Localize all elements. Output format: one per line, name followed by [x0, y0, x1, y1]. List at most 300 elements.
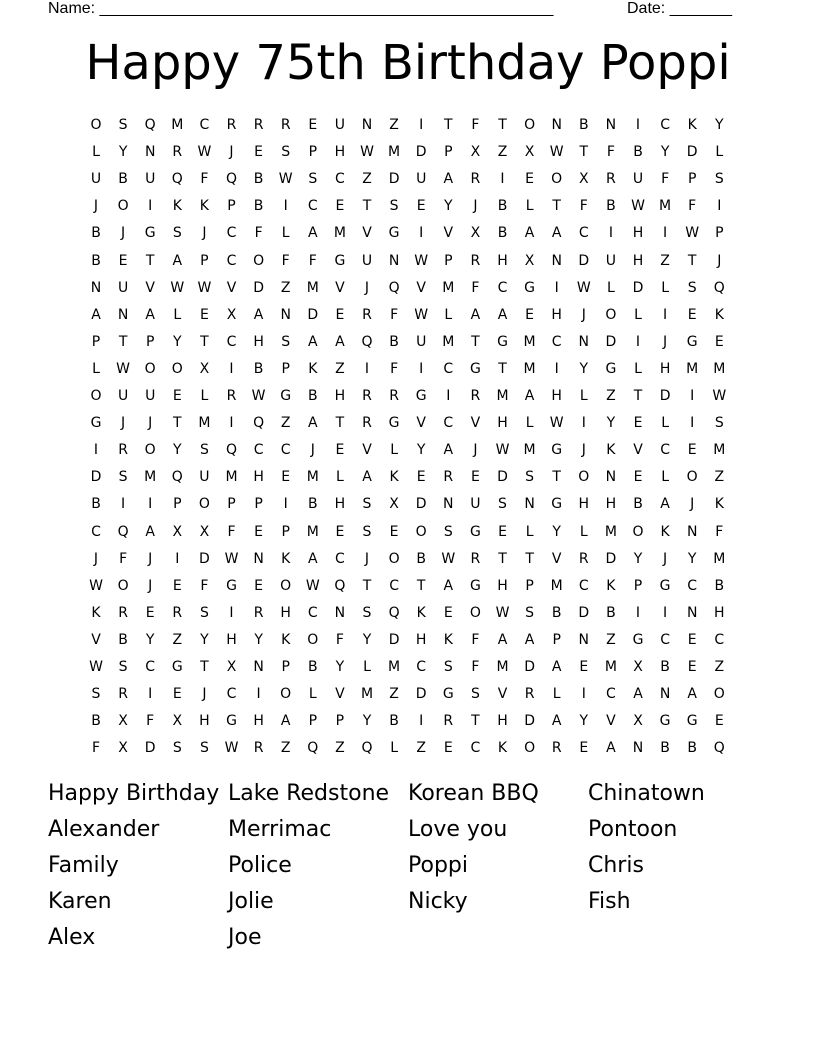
grid-letter[interactable]: G: [415, 388, 427, 404]
grid-letter[interactable]: H: [199, 713, 210, 730]
grid-letter[interactable]: L: [579, 388, 588, 404]
grid-letter[interactable]: X: [470, 144, 481, 161]
grid-letter[interactable]: N: [388, 252, 400, 269]
grid-letter[interactable]: A: [633, 686, 643, 703]
grid-letter[interactable]: U: [361, 252, 373, 269]
grid-letter[interactable]: D: [199, 550, 210, 567]
grid-letter[interactable]: S: [118, 659, 128, 675]
grid-letter[interactable]: D: [524, 713, 535, 730]
grid-letter[interactable]: A: [308, 225, 318, 242]
grid-letter[interactable]: A: [145, 306, 155, 323]
grid-letter[interactable]: N: [144, 144, 156, 161]
grid-letter[interactable]: I: [635, 604, 641, 621]
grid-letter[interactable]: O: [469, 604, 481, 621]
grid-letter[interactable]: F: [661, 171, 670, 188]
grid-letter[interactable]: Q: [225, 171, 238, 188]
grid-letter[interactable]: V: [416, 279, 426, 296]
grid-letter[interactable]: R: [362, 306, 372, 323]
grid-letter[interactable]: Z: [280, 415, 291, 432]
grid-letter[interactable]: O: [713, 686, 725, 703]
grid-letter[interactable]: D: [307, 306, 319, 323]
grid-letter[interactable]: T: [200, 659, 209, 675]
grid-letter[interactable]: A: [551, 225, 562, 242]
grid-letter[interactable]: Q: [713, 740, 725, 757]
grid-letter[interactable]: U: [632, 171, 644, 188]
grid-letter[interactable]: R: [470, 550, 481, 567]
grid-letter[interactable]: H: [497, 415, 508, 432]
grid-letter[interactable]: I: [256, 686, 261, 703]
grid-letter[interactable]: D: [524, 659, 535, 675]
grid-letter[interactable]: F: [308, 252, 317, 269]
grid-letter[interactable]: J: [364, 550, 370, 567]
grid-letter[interactable]: V: [335, 279, 345, 296]
grid-letter[interactable]: G: [524, 279, 536, 296]
grid-letter[interactable]: I: [446, 388, 451, 404]
grid-letter[interactable]: W: [170, 279, 185, 296]
grid-letter[interactable]: T: [498, 117, 507, 133]
grid-letter[interactable]: B: [253, 360, 264, 377]
grid-letter[interactable]: U: [117, 279, 129, 296]
grid-letter[interactable]: R: [253, 117, 264, 133]
grid-letter[interactable]: L: [525, 523, 534, 540]
grid-letter[interactable]: M: [604, 523, 617, 540]
date-field[interactable]: Date: _______: [627, 0, 732, 17]
grid-letter[interactable]: S: [281, 333, 291, 350]
grid-letter[interactable]: O: [524, 740, 536, 757]
grid-letter[interactable]: U: [145, 171, 156, 188]
grid-letter[interactable]: X: [470, 225, 481, 242]
grid-letter[interactable]: J: [148, 550, 153, 567]
grid-letter[interactable]: H: [280, 604, 291, 621]
grid-letter[interactable]: H: [226, 631, 237, 648]
grid-letter[interactable]: R: [389, 388, 399, 404]
grid-letter[interactable]: F: [119, 550, 128, 567]
grid-letter[interactable]: X: [579, 171, 589, 188]
grid-letter[interactable]: L: [525, 198, 534, 215]
grid-letter[interactable]: V: [497, 686, 508, 703]
grid-letter[interactable]: S: [389, 198, 399, 215]
grid-letter[interactable]: D: [605, 550, 617, 567]
grid-letter[interactable]: R: [362, 388, 372, 404]
grid-letter[interactable]: S: [308, 171, 318, 188]
grid-letter[interactable]: O: [117, 198, 129, 215]
grid-letter[interactable]: O: [117, 577, 129, 594]
grid-letter[interactable]: M: [442, 333, 455, 350]
grid-letter[interactable]: A: [280, 713, 291, 730]
grid-letter[interactable]: E: [525, 171, 535, 188]
grid-letter[interactable]: W: [89, 659, 103, 675]
grid-letter[interactable]: J: [121, 225, 126, 242]
grid-letter[interactable]: X: [389, 496, 399, 513]
grid-letter[interactable]: E: [687, 631, 697, 648]
grid-letter[interactable]: R: [226, 117, 237, 133]
grid-letter[interactable]: B: [307, 496, 318, 513]
grid-letter[interactable]: U: [605, 252, 617, 269]
grid-letter[interactable]: X: [633, 659, 643, 675]
grid-letter[interactable]: C: [687, 577, 698, 594]
grid-letter[interactable]: F: [688, 198, 697, 215]
grid-letter[interactable]: I: [581, 686, 586, 703]
grid-letter[interactable]: P: [281, 523, 290, 540]
grid-letter[interactable]: Q: [361, 333, 373, 350]
grid-letter[interactable]: R: [362, 415, 372, 432]
grid-letter[interactable]: P: [227, 496, 236, 513]
grid-letter[interactable]: P: [308, 144, 318, 161]
grid-letter[interactable]: L: [335, 469, 344, 486]
grid-letter[interactable]: F: [146, 713, 155, 730]
grid-letter[interactable]: H: [551, 306, 562, 323]
grid-letter[interactable]: B: [660, 659, 670, 675]
grid-letter[interactable]: A: [470, 306, 481, 323]
grid-letter[interactable]: N: [578, 631, 590, 648]
grid-letter[interactable]: S: [443, 659, 453, 675]
grid-letter[interactable]: N: [117, 306, 129, 323]
grid-letter[interactable]: L: [92, 144, 100, 161]
grid-letter[interactable]: P: [525, 577, 534, 594]
grid-letter[interactable]: S: [362, 523, 372, 540]
grid-letter[interactable]: K: [606, 577, 616, 594]
grid-letter[interactable]: L: [606, 279, 615, 296]
grid-letter[interactable]: O: [171, 360, 183, 377]
grid-letter[interactable]: K: [172, 198, 182, 215]
grid-letter[interactable]: O: [90, 388, 102, 404]
grid-letter[interactable]: A: [443, 171, 454, 188]
grid-letter[interactable]: I: [500, 171, 505, 188]
grid-letter[interactable]: M: [604, 659, 617, 675]
grid-letter[interactable]: C: [199, 117, 210, 133]
grid-letter[interactable]: E: [470, 469, 480, 486]
grid-letter[interactable]: M: [306, 469, 319, 486]
grid-letter[interactable]: I: [148, 686, 153, 703]
grid-letter[interactable]: K: [281, 550, 291, 567]
grid-letter[interactable]: W: [549, 144, 564, 161]
grid-letter[interactable]: W: [360, 144, 374, 161]
grid-letter[interactable]: O: [280, 686, 292, 703]
grid-letter[interactable]: N: [280, 306, 291, 323]
grid-letter[interactable]: G: [226, 713, 237, 730]
grid-letter[interactable]: H: [551, 388, 562, 404]
grid-letter[interactable]: C: [307, 604, 318, 621]
grid-letter[interactable]: R: [118, 604, 128, 621]
grid-letter[interactable]: R: [470, 171, 481, 188]
grid-letter[interactable]: X: [199, 360, 210, 377]
grid-letter[interactable]: S: [91, 686, 101, 703]
grid-letter[interactable]: U: [117, 388, 129, 404]
grid-letter[interactable]: B: [578, 117, 589, 133]
grid-letter[interactable]: N: [443, 496, 454, 513]
grid-letter[interactable]: Q: [117, 523, 129, 540]
grid-letter[interactable]: N: [361, 117, 373, 133]
grid-letter[interactable]: Z: [416, 740, 426, 757]
grid-letter[interactable]: P: [335, 713, 345, 730]
grid-letter[interactable]: E: [254, 523, 264, 540]
grid-letter[interactable]: F: [606, 144, 615, 161]
grid-letter[interactable]: Q: [388, 604, 400, 621]
grid-letter[interactable]: H: [415, 631, 427, 648]
grid-letter[interactable]: N: [253, 659, 264, 675]
grid-letter[interactable]: A: [497, 306, 508, 323]
grid-letter[interactable]: B: [91, 713, 101, 730]
grid-letter[interactable]: N: [578, 333, 590, 350]
grid-letter[interactable]: Y: [444, 198, 453, 215]
grid-letter[interactable]: E: [687, 442, 697, 459]
grid-letter[interactable]: Z: [280, 740, 291, 757]
grid-letter[interactable]: U: [90, 171, 102, 188]
grid-letter[interactable]: O: [144, 442, 156, 459]
grid-letter[interactable]: H: [334, 144, 346, 161]
grid-letter[interactable]: S: [281, 144, 291, 161]
grid-letter[interactable]: C: [470, 740, 481, 757]
grid-letter[interactable]: Y: [579, 360, 589, 377]
grid-letter[interactable]: W: [441, 550, 456, 567]
grid-letter[interactable]: Z: [714, 469, 725, 486]
grid-letter[interactable]: L: [525, 415, 534, 432]
grid-letter[interactable]: W: [414, 306, 429, 323]
grid-letter[interactable]: Z: [172, 631, 183, 648]
grid-letter[interactable]: A: [362, 469, 372, 486]
grid-letter[interactable]: V: [443, 225, 454, 242]
grid-letter[interactable]: V: [362, 225, 372, 242]
grid-letter[interactable]: Y: [254, 631, 263, 648]
grid-letter[interactable]: J: [121, 415, 126, 432]
grid-letter[interactable]: E: [498, 523, 507, 540]
grid-letter[interactable]: M: [523, 442, 536, 459]
grid-letter[interactable]: C: [307, 198, 318, 215]
grid-letter[interactable]: M: [550, 577, 563, 594]
grid-letter[interactable]: X: [118, 713, 128, 730]
grid-letter[interactable]: T: [118, 333, 128, 350]
grid-letter[interactable]: G: [686, 333, 698, 350]
grid-letter[interactable]: A: [551, 713, 562, 730]
grid-letter[interactable]: X: [172, 713, 183, 730]
grid-letter[interactable]: S: [362, 604, 372, 621]
grid-letter[interactable]: V: [633, 442, 643, 459]
grid-letter[interactable]: F: [471, 279, 480, 296]
grid-letter[interactable]: E: [335, 198, 345, 215]
grid-letter[interactable]: M: [333, 225, 346, 242]
grid-letter[interactable]: O: [307, 631, 319, 648]
grid-letter[interactable]: Z: [389, 686, 399, 703]
grid-letter[interactable]: B: [118, 631, 128, 648]
grid-letter[interactable]: P: [173, 496, 182, 513]
grid-letter[interactable]: A: [91, 306, 101, 323]
grid-letter[interactable]: H: [632, 225, 644, 242]
grid-letter[interactable]: Y: [200, 631, 209, 648]
grid-letter[interactable]: T: [525, 550, 534, 567]
grid-letter[interactable]: S: [199, 740, 209, 757]
grid-letter[interactable]: R: [524, 686, 535, 703]
grid-letter[interactable]: P: [254, 496, 263, 513]
grid-letter[interactable]: I: [229, 604, 234, 621]
grid-letter[interactable]: R: [253, 740, 264, 757]
grid-letter[interactable]: C: [226, 252, 237, 269]
grid-letter[interactable]: M: [198, 415, 211, 432]
grid-letter[interactable]: U: [334, 117, 346, 133]
grid-letter[interactable]: X: [226, 306, 237, 323]
grid-letter[interactable]: N: [334, 604, 346, 621]
grid-letter[interactable]: R: [118, 686, 128, 703]
grid-letter[interactable]: B: [307, 659, 318, 675]
grid-letter[interactable]: M: [523, 360, 536, 377]
grid-letter[interactable]: I: [581, 415, 586, 432]
grid-letter[interactable]: H: [578, 496, 590, 513]
grid-letter[interactable]: D: [686, 144, 698, 161]
grid-letter[interactable]: V: [145, 279, 155, 296]
grid-letter[interactable]: P: [308, 713, 318, 730]
grid-letter[interactable]: G: [605, 360, 617, 377]
grid-letter[interactable]: U: [416, 333, 427, 350]
grid-letter[interactable]: K: [281, 631, 291, 648]
grid-letter[interactable]: D: [415, 686, 427, 703]
grid-letter[interactable]: P: [687, 171, 697, 188]
grid-letter[interactable]: L: [634, 360, 642, 377]
grid-letter[interactable]: L: [715, 144, 724, 161]
grid-letter[interactable]: A: [524, 225, 535, 242]
grid-letter[interactable]: J: [148, 415, 153, 432]
grid-letter[interactable]: L: [363, 659, 371, 675]
grid-letter[interactable]: G: [497, 333, 508, 350]
grid-letter[interactable]: H: [605, 496, 617, 513]
grid-letter[interactable]: Q: [253, 415, 265, 432]
grid-letter[interactable]: I: [690, 388, 695, 404]
grid-letter[interactable]: S: [118, 469, 128, 486]
grid-letter[interactable]: N: [551, 117, 562, 133]
grid-letter[interactable]: B: [633, 496, 643, 513]
grid-letter[interactable]: O: [90, 117, 102, 133]
grid-letter[interactable]: A: [606, 740, 616, 757]
grid-letter[interactable]: B: [606, 198, 616, 215]
grid-letter[interactable]: R: [253, 604, 264, 621]
name-field[interactable]: Name: ___________________________________________________: [48, 0, 554, 17]
grid-letter[interactable]: B: [389, 333, 399, 350]
grid-letter[interactable]: Y: [362, 713, 372, 730]
grid-letter[interactable]: R: [470, 252, 481, 269]
grid-letter[interactable]: E: [172, 388, 182, 404]
grid-letter[interactable]: C: [660, 117, 670, 133]
grid-letter[interactable]: T: [416, 577, 426, 594]
grid-letter[interactable]: F: [254, 225, 263, 242]
grid-letter[interactable]: Y: [335, 659, 345, 675]
grid-letter[interactable]: X: [226, 659, 237, 675]
grid-letter[interactable]: A: [308, 550, 318, 567]
grid-letter[interactable]: F: [335, 631, 344, 648]
grid-letter[interactable]: J: [364, 279, 370, 296]
grid-letter[interactable]: I: [663, 604, 668, 621]
grid-letter[interactable]: E: [389, 523, 399, 540]
grid-letter[interactable]: S: [525, 469, 535, 486]
grid-letter[interactable]: K: [199, 198, 209, 215]
grid-letter[interactable]: A: [524, 388, 535, 404]
grid-letter[interactable]: P: [145, 333, 155, 350]
grid-letter[interactable]: B: [91, 225, 101, 242]
grid-letter[interactable]: W: [89, 577, 103, 594]
grid-letter[interactable]: H: [253, 713, 264, 730]
grid-letter[interactable]: C: [389, 577, 399, 594]
grid-letter[interactable]: N: [659, 686, 671, 703]
grid-letter[interactable]: N: [253, 550, 264, 567]
grid-letter[interactable]: E: [118, 252, 128, 269]
grid-letter[interactable]: S: [498, 496, 507, 513]
grid-letter[interactable]: S: [172, 740, 182, 757]
grid-letter[interactable]: W: [631, 198, 645, 215]
grid-letter[interactable]: I: [635, 333, 641, 350]
grid-letter[interactable]: F: [579, 198, 588, 215]
grid-letter[interactable]: P: [200, 252, 209, 269]
grid-letter[interactable]: X: [633, 713, 643, 730]
grid-letter[interactable]: M: [171, 117, 184, 133]
grid-letter[interactable]: S: [714, 171, 724, 188]
grid-letter[interactable]: Z: [606, 388, 616, 404]
grid-letter[interactable]: S: [199, 442, 209, 459]
grid-letter[interactable]: E: [281, 469, 291, 486]
grid-letter[interactable]: V: [362, 442, 372, 459]
grid-letter[interactable]: S: [443, 523, 453, 540]
grid-letter[interactable]: S: [525, 604, 535, 621]
grid-letter[interactable]: Z: [714, 659, 725, 675]
grid-letter[interactable]: N: [605, 117, 617, 133]
grid-letter[interactable]: K: [714, 306, 724, 323]
grid-letter[interactable]: J: [148, 577, 153, 594]
grid-letter[interactable]: Z: [497, 144, 508, 161]
grid-letter[interactable]: T: [552, 469, 561, 486]
grid-letter[interactable]: Y: [552, 523, 561, 540]
grid-letter[interactable]: L: [661, 279, 669, 296]
grid-letter[interactable]: O: [686, 469, 698, 486]
grid-letter[interactable]: Q: [713, 279, 725, 296]
grid-letter[interactable]: P: [227, 198, 236, 215]
grid-letter[interactable]: N: [551, 252, 562, 269]
grid-letter[interactable]: H: [714, 604, 725, 621]
grid-letter[interactable]: F: [390, 306, 399, 323]
grid-letter[interactable]: O: [578, 469, 590, 486]
grid-letter[interactable]: A: [172, 252, 183, 269]
grid-letter[interactable]: E: [145, 604, 155, 621]
grid-letter[interactable]: B: [687, 740, 697, 757]
grid-letter[interactable]: A: [443, 577, 454, 594]
grid-letter[interactable]: E: [579, 659, 589, 675]
grid-letter[interactable]: C: [660, 631, 670, 648]
grid-letter[interactable]: E: [335, 306, 345, 323]
grid-letter[interactable]: F: [200, 171, 209, 188]
grid-letter[interactable]: Z: [389, 117, 399, 133]
grid-letter[interactable]: I: [148, 496, 153, 513]
grid-letter[interactable]: N: [90, 279, 102, 296]
grid-letter[interactable]: I: [419, 713, 424, 730]
grid-letter[interactable]: T: [145, 252, 155, 269]
grid-letter[interactable]: C: [660, 442, 670, 459]
grid-letter[interactable]: C: [226, 686, 237, 703]
grid-letter[interactable]: H: [497, 577, 508, 594]
grid-letter[interactable]: B: [389, 713, 399, 730]
grid-letter[interactable]: B: [253, 198, 264, 215]
grid-letter[interactable]: E: [199, 306, 209, 323]
grid-letter[interactable]: M: [306, 523, 319, 540]
grid-letter[interactable]: G: [551, 442, 563, 459]
grid-letter[interactable]: Q: [144, 117, 156, 133]
grid-letter[interactable]: H: [253, 469, 264, 486]
grid-letter[interactable]: E: [335, 442, 345, 459]
grid-letter[interactable]: F: [715, 523, 724, 540]
grid-letter[interactable]: G: [171, 659, 183, 675]
grid-letter[interactable]: R: [606, 171, 616, 188]
grid-letter[interactable]: M: [713, 550, 726, 567]
grid-letter[interactable]: L: [390, 740, 398, 757]
grid-letter[interactable]: S: [687, 279, 697, 296]
grid-letter[interactable]: I: [364, 360, 370, 377]
grid-letter[interactable]: L: [634, 306, 642, 323]
grid-letter[interactable]: W: [224, 550, 239, 567]
grid-letter[interactable]: E: [416, 469, 426, 486]
